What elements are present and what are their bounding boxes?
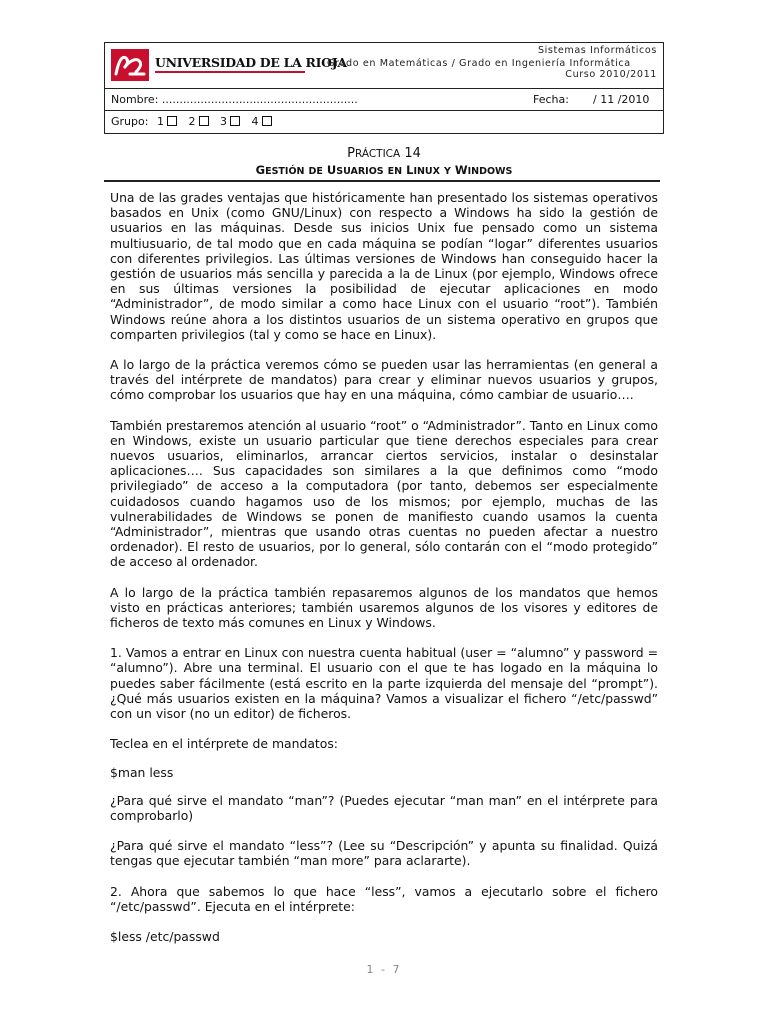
nombre-row: [105, 88, 663, 111]
header-right: [538, 45, 657, 81]
header-box: [104, 42, 664, 134]
grupo-options: [157, 115, 280, 128]
grupo-option-label: 1: [157, 115, 164, 128]
degree-line: Grado en Matemáticas / Grado en Ingeniería Informática: [327, 58, 631, 69]
grupo-row: [105, 110, 663, 132]
page-number: 1 - 7: [366, 963, 402, 976]
paragraph: 2. Ahora que sabemos lo que hace “less”, vamos a ejecutarlo sobre el fichero “/etc/passwd”. Ejecuta en el intérprete:: [110, 883, 658, 914]
grupo-option-label: 3: [220, 115, 227, 128]
paragraph: Una de las grades ventajas que históricamente han presentado los sistemas operativos basados en Unix (como GNU/Linux) con respecto a Windows ha sido la gestión de usuarios en las máquinas. Desde sus inicios Unix fue pensado como un sistema multiusuario, de tal modo que en cada máquina se podían “logar” diferentes usuarios con diferentes privilegios. Las últimas versiones de Windows han conseguido hacer la gestión de usuarios más sencilla y parecida a la de Linux (por ejemplo, Windows ofrece en sus últimas versiones la posibilidad de ejecutar aplicaciones en modo “Administrador”, de modo similar a como hace Linux con el usuario “root”). También Windows reúne ahora a los distintos usuarios de un sistema operativo en grupos que comparten privilegios (tal y como se hace en Linux).: [110, 190, 658, 342]
command-line: $man less: [110, 764, 174, 780]
grupo-checkbox[interactable]: [199, 116, 209, 126]
paragraph: A lo largo de la práctica veremos cómo se pueden usar las herramientas (en general a través del intérprete de mandatos) para crear y eliminar nuevos usuarios y grupos, cómo comprobar los usuarios que hay en una máquina, cómo cambiar de usuario….: [110, 357, 658, 403]
university-name: UNIVERSIDAD DE LA RIOJA: [155, 55, 347, 70]
paragraph: Teclea en el intérprete de mandatos:: [110, 736, 338, 752]
title-line2: GESTIÓN DE USUARIOS EN LINUX Y WINDOWS: [255, 163, 513, 177]
grupo-checkbox[interactable]: [230, 116, 240, 126]
paragraph: A lo largo de la práctica también repasaremos algunos de los mandatos que hemos visto en prácticas anteriores; también usaremos algunos de los visores y editores de ficheros de texto más comunes en Linux y Windows.: [110, 584, 658, 631]
paragraph: ¿Para qué sirve el mandato “less”? (Lee su “Descripción” y apunta su finalidad. Quizá tengas que ejecutar también “man more” para aclararte).: [110, 838, 658, 869]
title-line1: PRÁCTICA 14: [347, 146, 421, 161]
paragraph: ¿Para qué sirve el mandato “man”? (Puedes ejecutar “man man” en el intérprete para comprobarlo): [110, 792, 658, 823]
grupo-checkbox[interactable]: [167, 116, 177, 126]
fecha-label: Fecha:: [533, 93, 569, 106]
grupo-label: Grupo:: [111, 115, 149, 128]
practice-title: [104, 146, 664, 177]
header-top: [105, 43, 663, 89]
grupo-option-label: 4: [251, 115, 259, 128]
course: Curso 2010/2011: [565, 69, 657, 80]
grupo-option-label: 2: [188, 115, 196, 128]
department: Sistemas Informáticos: [537, 45, 657, 56]
command-line: $less /etc/passwd: [110, 928, 220, 944]
title-rule: [104, 180, 660, 182]
body-text: [110, 190, 658, 959]
nombre-label: Nombre: ........................................................: [111, 93, 358, 106]
grupo-checkbox[interactable]: [262, 116, 272, 126]
fecha-value: / 11 /2010: [593, 93, 650, 106]
paragraph: 1. Vamos a entrar en Linux con nuestra cuenta habitual (user = “alumno” y password = “alumno”). Abre una terminal. El usuario con el que te has logado en la máquina lo puedes saber fácilmente (está escrito en la parte izquierda del mensaje del “prompt”). ¿Qué más usuarios existen en la máquina? Vamos a visualizar el fichero “/etc/passwd” con un visor (no un editor) de ficheros.: [110, 645, 658, 722]
paragraph: También prestaremos atención al usuario “root” o “Administrador”. Tanto en Linux como en Windows, existe un usuario particular que tiene derechos especiales para crear nuevos usuarios, eliminarlos, arrancar ciertos servicios, instalar o desinstalar aplicaciones…. Sus capacidades son similares a la que definimos como “modo privilegiado” de acceso a la computadora (por tanto, debemos ser especialmente cuidadosos cuando hagamos uso de los mismos; por ejemplo, muchas de las vulnerabilidades de Windows se ponen de manifiesto cuando usamos la cuenta “Administrador”, mientras que usando otras cuentas no pueden afectar a nuestro ordenador). El resto de usuarios, por lo general, sólo contarán con el “modo protegido” de acceso al ordenador.: [110, 417, 658, 570]
university-logo-icon: [111, 49, 149, 81]
university-underline: [155, 71, 305, 73]
